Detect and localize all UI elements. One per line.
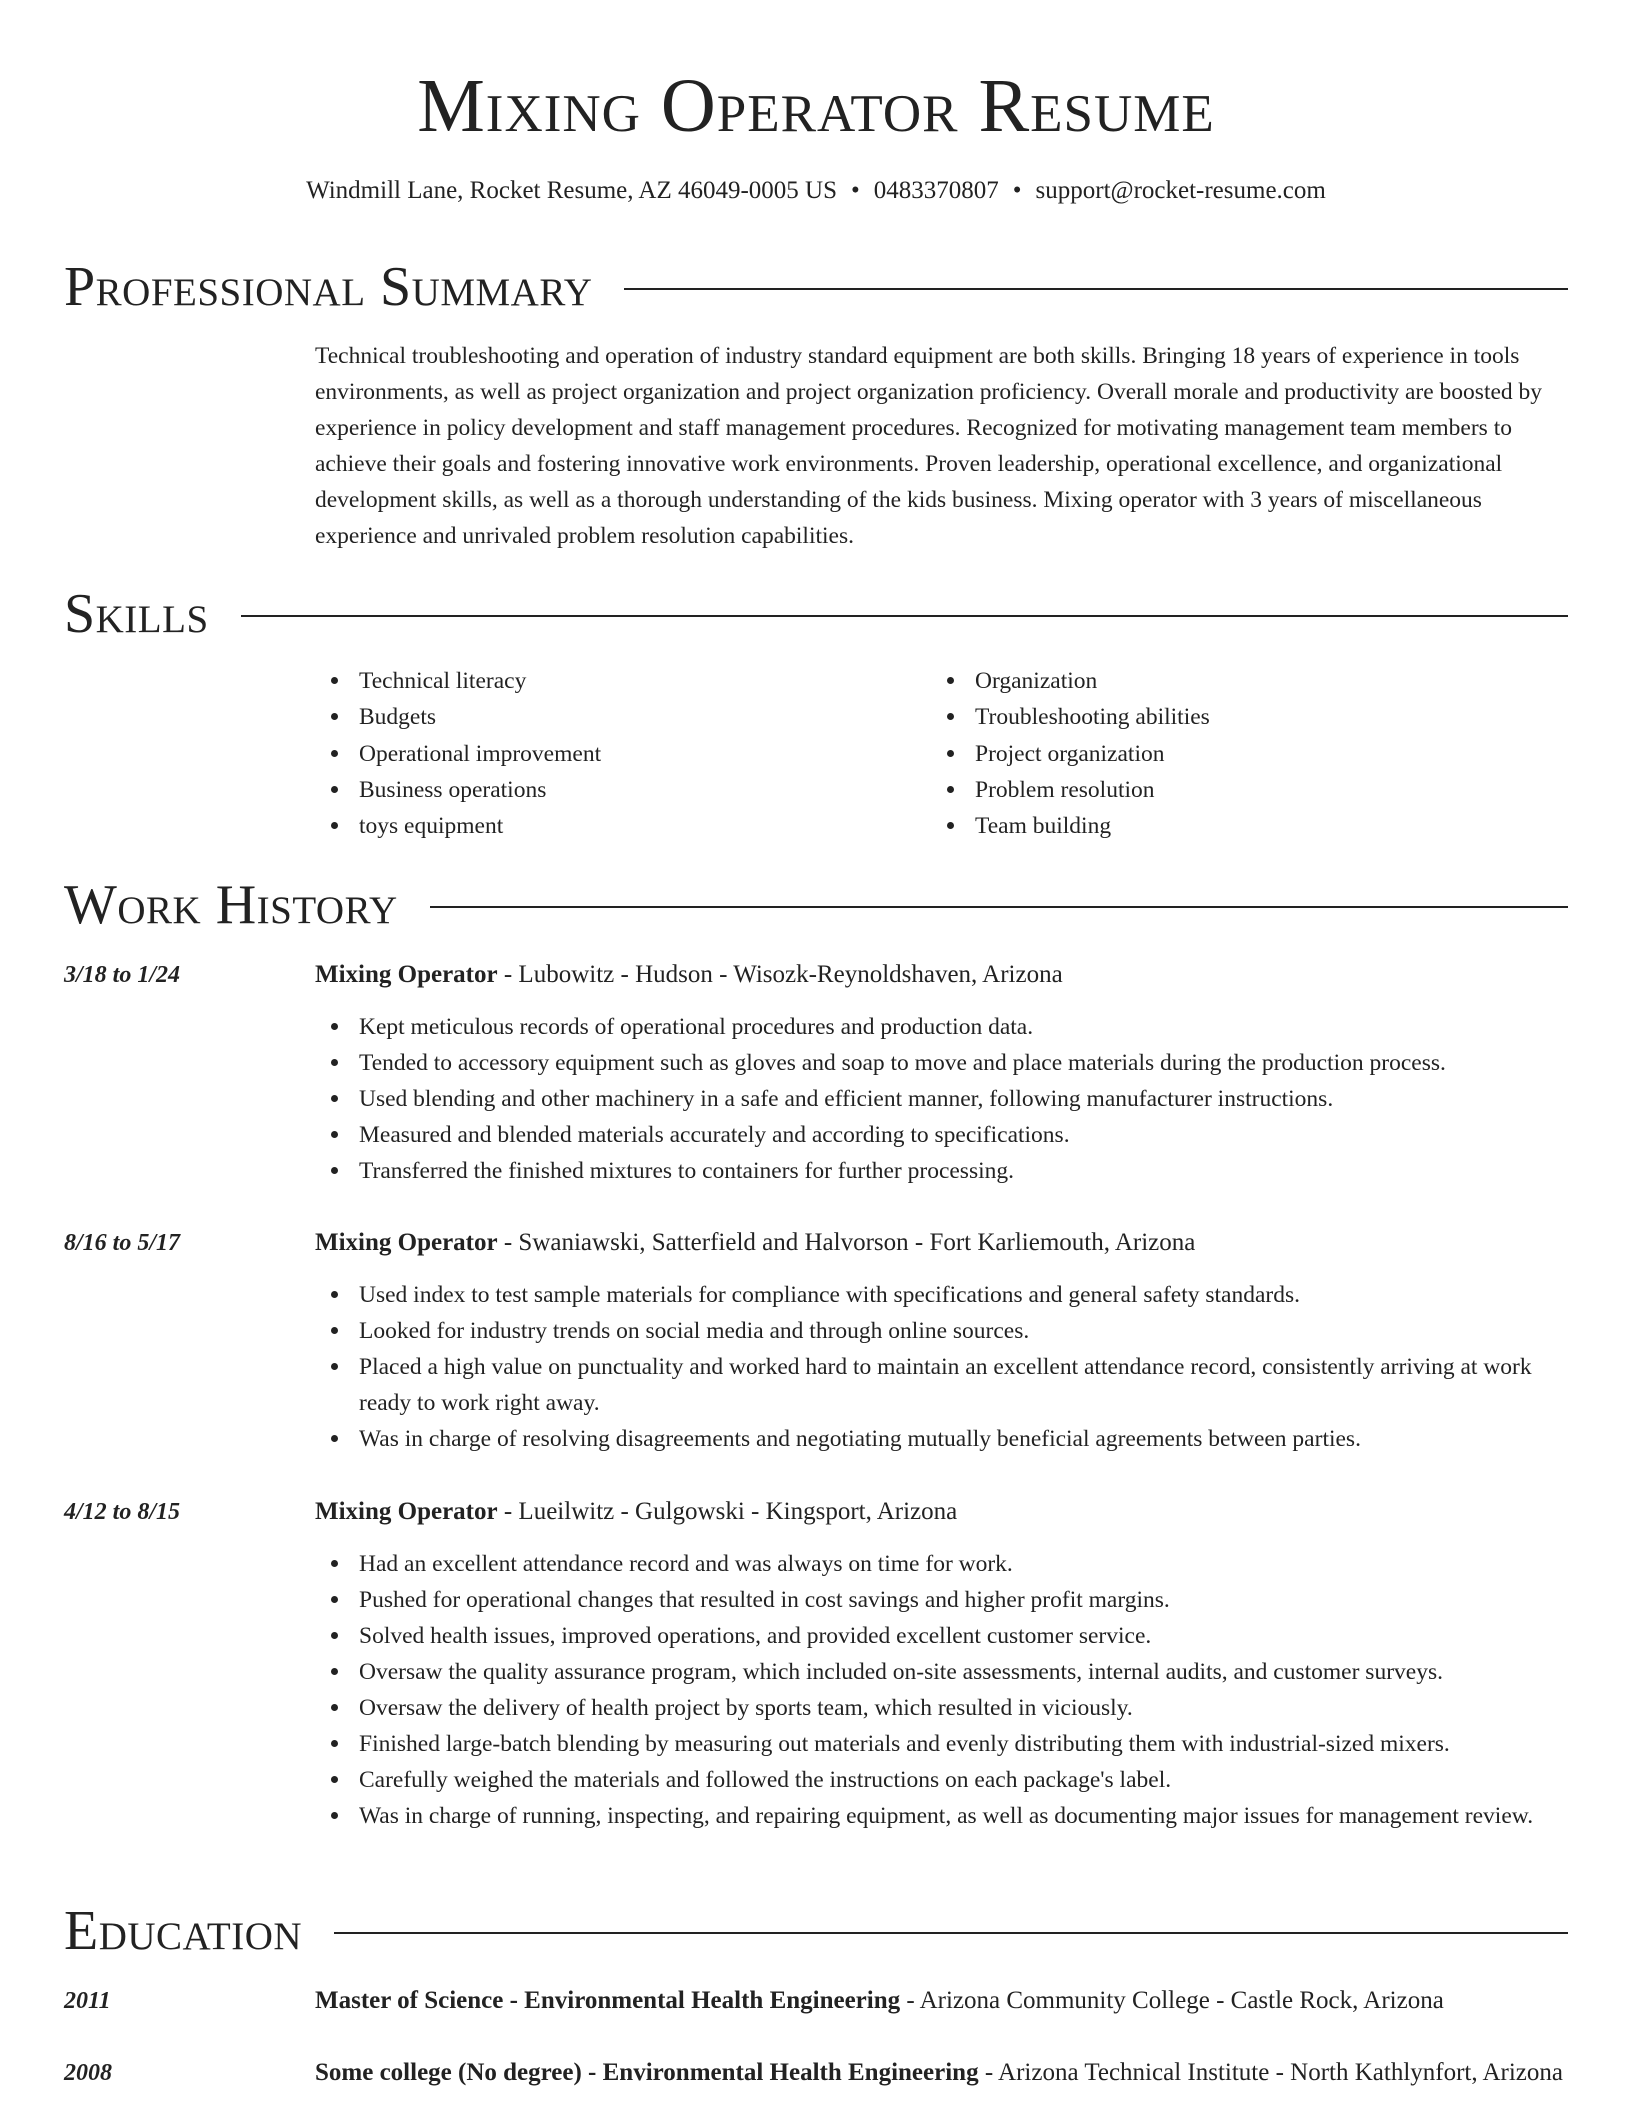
skill-item: Technical literacy [315, 663, 931, 699]
education-heading: Education [64, 1900, 303, 1962]
contact-email[interactable]: support@rocket-resume.com [1035, 177, 1326, 204]
education-year: 2008 [64, 2060, 112, 2086]
job-dates: 4/12 to 8/15 [64, 1499, 181, 1525]
contact-address: Windmill Lane, Rocket Resume, AZ 46049-0005 US [306, 177, 838, 204]
education-degree: Some college (No degree) - Environmental Health Engineering [315, 2059, 979, 2086]
duty-item: Measured and blended materials accurately and according to specifications. [315, 1117, 1568, 1153]
duty-item: Transferred the finished mixtures to containers for further processing. [315, 1153, 1568, 1189]
skills-column-2 [931, 663, 1551, 844]
skills-section-header [64, 582, 1568, 646]
job-title: Mixing Operator [315, 1229, 498, 1256]
job-duties [315, 1009, 1568, 1189]
duty-item: Looked for industry trends on social media and through online sources. [315, 1313, 1568, 1349]
job-title: Mixing Operator [315, 961, 498, 988]
education-school: - Arizona Technical Institute - North Kathlynfort, Arizona [978, 2059, 1564, 2086]
summary-section-header [64, 255, 1568, 319]
education-year: 2011 [64, 1988, 111, 2014]
duty-item: Oversaw the delivery of health project by sports team, which resulted in viciously. [315, 1690, 1568, 1726]
duty-item: Carefully weighed the materials and followed the instructions on each package's label. [315, 1762, 1568, 1798]
contact-phone: 0483370807 [873, 177, 999, 204]
job-employer: - Swaniawski, Satterfield and Halvorson - Fort Karliemouth, Arizona [497, 1229, 1196, 1256]
skill-item: Business operations [315, 772, 931, 808]
duty-item: Pushed for operational changes that resulted in cost savings and higher profit margins. [315, 1582, 1568, 1618]
skills-column-1 [315, 663, 931, 844]
contact-separator: • [1012, 177, 1022, 204]
skill-item: Project organization [931, 736, 1551, 772]
education-details [315, 2055, 1568, 2091]
section-divider [624, 288, 1568, 290]
duty-item: Used blending and other machinery in a safe and efficient manner, following manufacturer instructions. [315, 1081, 1568, 1117]
skill-item: Team building [931, 808, 1551, 844]
section-divider [241, 615, 1568, 617]
education-details [315, 1983, 1568, 2019]
job-employer: - Lueilwitz - Gulgowski - Kingsport, Arizona [497, 1498, 958, 1525]
skill-item: toys equipment [315, 808, 931, 844]
job-duties [315, 1277, 1568, 1457]
job-employer: - Lubowitz - Hudson - Wisozk-Reynoldshaven, Arizona [497, 961, 1063, 988]
education-section-header [64, 1899, 1568, 1963]
skills-list [315, 663, 1568, 844]
skill-item: Operational improvement [315, 736, 931, 772]
duty-item: Placed a high value on punctuality and worked hard to maintain an excellent attendance record, consistently arriving at work ready to work right away. [315, 1349, 1568, 1421]
duty-item: Had an excellent attendance record and was always on time for work. [315, 1546, 1568, 1582]
duty-item: Solved health issues, improved operations, and provided excellent customer service. [315, 1618, 1568, 1654]
job-duties [315, 1546, 1568, 1834]
resume-page [64, 0, 1568, 2112]
section-divider [334, 1932, 1568, 1934]
duty-item: Tended to accessory equipment such as gloves and soap to move and place materials during the production process. [315, 1045, 1568, 1081]
job-heading [315, 957, 1568, 993]
duty-item: Oversaw the quality assurance program, which included on-site assessments, internal audits, and customer surveys. [315, 1654, 1568, 1690]
skills-heading: Skills [64, 583, 209, 645]
skill-item: Troubleshooting abilities [931, 699, 1551, 735]
section-divider [430, 906, 1568, 908]
duty-item: Used index to test sample materials for compliance with specifications and general safety standards. [315, 1277, 1568, 1313]
skill-item: Budgets [315, 699, 931, 735]
job-dates: 3/18 to 1/24 [64, 962, 181, 988]
education-school: - Arizona Community College - Castle Rock, Arizona [900, 1987, 1444, 2014]
skill-item: Organization [931, 663, 1551, 699]
duty-item: Kept meticulous records of operational procedures and production data. [315, 1009, 1568, 1045]
job-heading [315, 1225, 1568, 1261]
duty-item: Finished large-batch blending by measuring out materials and evenly distributing them with industrial-sized mixers. [315, 1726, 1568, 1762]
contact-separator: • [851, 177, 860, 204]
job-heading [315, 1494, 1568, 1530]
summary-text: Technical troubleshooting and operation of industry standard equipment are both skills. Bringing 18 years of experience in tools environments, as well as project organization and project organization proficiency. Overall morale and productivity are boosted by experience in policy development and staff management procedures. Recognized for motivating management team members to achieve their goals and fostering innovative work environments. Proven leadership, operational excellence, and organizational development skills, as well as a thorough understanding of the kids business. Mixing operator with 3 years of miscellaneous experience and unrivaled problem resolution capabilities. [315, 343, 1543, 549]
contact-line [64, 174, 1568, 208]
duty-item: Was in charge of resolving disagreements and negotiating mutually beneficial agreements between parties. [315, 1421, 1568, 1457]
work-section-header [64, 873, 1568, 937]
skill-item: Problem resolution [931, 772, 1551, 808]
summary-heading: Professional Summary [64, 256, 593, 318]
education-degree: Master of Science - Environmental Health Engineering [315, 1987, 901, 2014]
job-title: Mixing Operator [315, 1498, 498, 1525]
work-heading: Work History [64, 874, 398, 936]
duty-item: Was in charge of running, inspecting, and repairing equipment, as well as documenting major issues for management review. [315, 1798, 1568, 1834]
job-dates: 8/16 to 5/17 [64, 1230, 181, 1256]
resume-title: Mixing Operator Resume [417, 64, 1215, 148]
